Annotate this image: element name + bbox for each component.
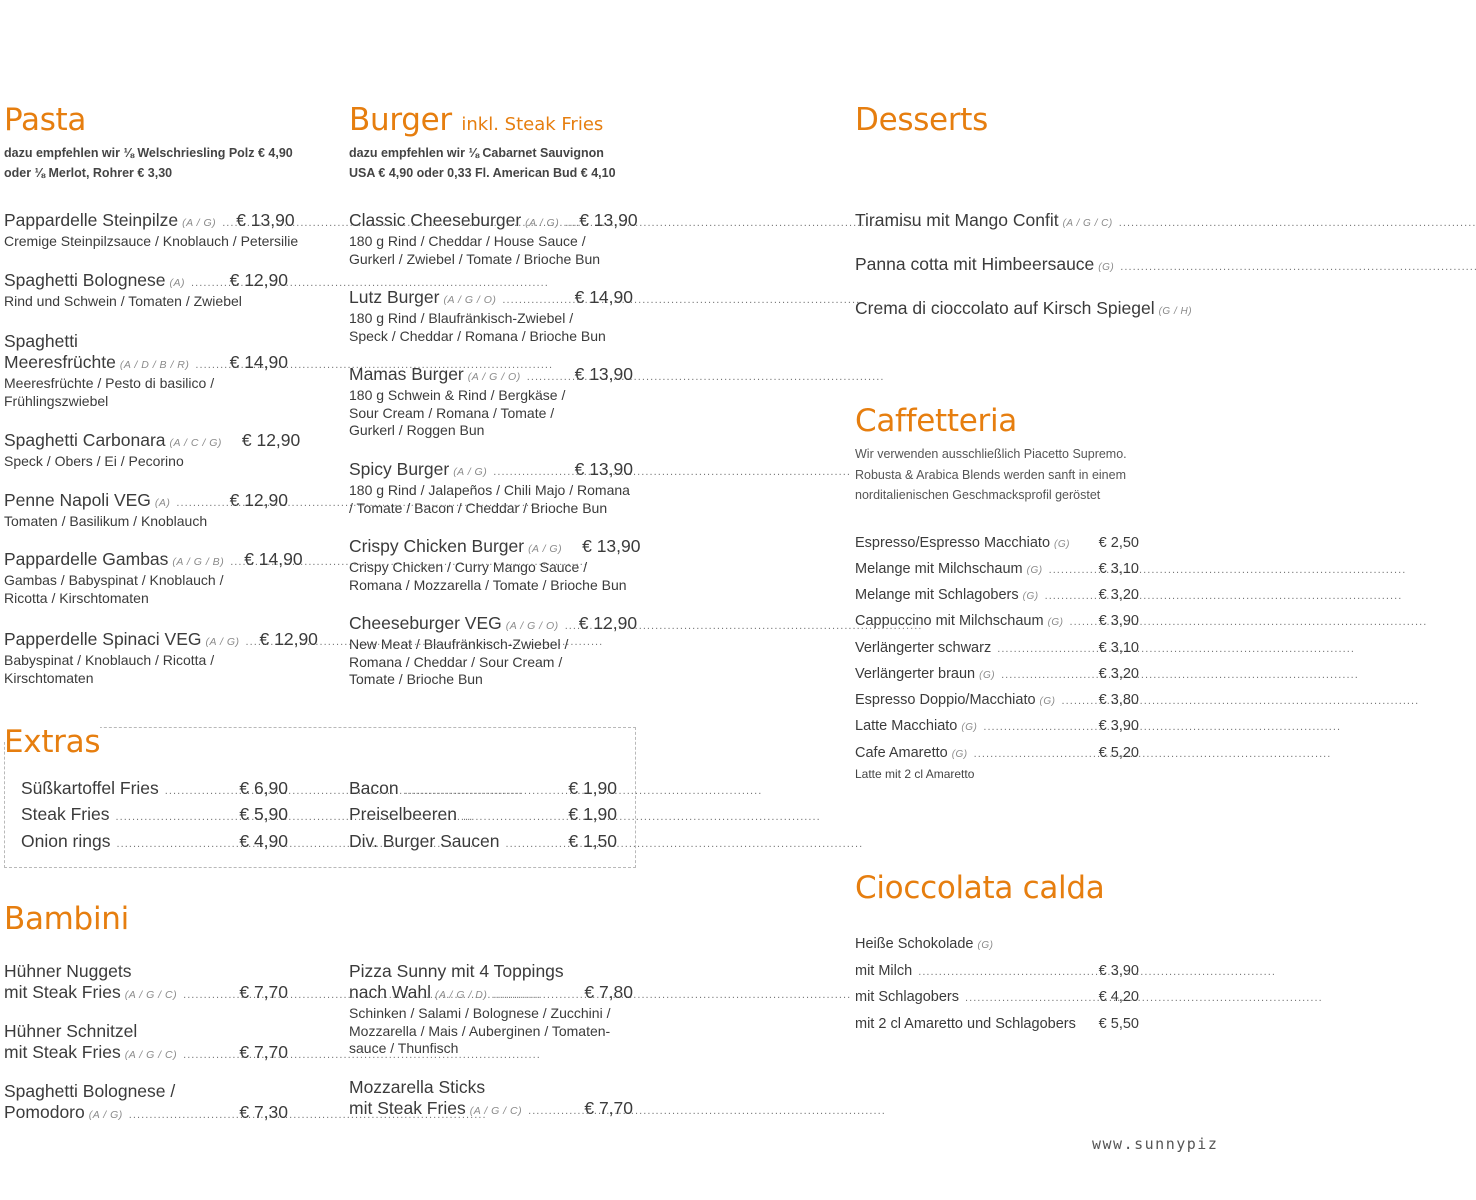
item-name: Latte Macchiato [855, 718, 958, 734]
item-description: Mozzarella / Mais / Auberginen / Tomaten- [349, 1022, 611, 1039]
item-name: Spaghetti Bolognese [4, 270, 166, 290]
item-description: Gurkerl / Zwiebel / Tomate / Brioche Bun [349, 250, 601, 267]
allergen-codes: (G) [1047, 617, 1064, 628]
coffee-item [855, 718, 1139, 734]
leader-dots [246, 636, 254, 648]
allergen-codes: (A / G / D) [435, 989, 488, 1001]
menu-item [4, 270, 288, 311]
item-description: Babyspinat / Knoblauch / Ricotta / [4, 652, 215, 668]
leader-dots [183, 1049, 233, 1061]
leader-dots [974, 748, 1093, 760]
allergen-codes: (G / H) [1158, 306, 1193, 317]
allergen-codes: (A / G / C) [469, 1105, 523, 1117]
item-price: € 12,90 [229, 490, 288, 510]
menu-item [4, 430, 301, 471]
item-price: € 13,90 [582, 536, 641, 556]
intro-line: norditalienischen Geschmacksprofil geröstet [855, 488, 1101, 502]
item-name: Div. Burger Saucen [349, 831, 500, 851]
item-description: New Meat / Blaufränkisch-Zwiebel / [349, 636, 569, 652]
caffetteria-intro [855, 444, 1127, 506]
item-name: Bacon [349, 778, 399, 798]
item-description: sauce / Thunfisch [349, 1040, 459, 1056]
item-description: Schinken / Salami / Bolognese / Zucchini / [349, 1005, 611, 1021]
allergen-codes: (A / G / C) [124, 1049, 178, 1061]
item-name: Cheeseburger VEG [349, 613, 502, 633]
item-price: € 14,90 [574, 287, 633, 307]
item-name-line: Spaghetti [4, 331, 78, 351]
cioccolata-item [855, 1016, 1139, 1032]
item-price: € 12,90 [241, 430, 301, 450]
leader-dots [191, 277, 224, 289]
item-name: Spicy Burger [349, 459, 450, 479]
allergen-codes: (G) [1026, 565, 1043, 576]
burger-subtitle: inkl. Steak Fries [461, 114, 604, 135]
leader-dots [1049, 564, 1093, 576]
item-name: Melange mit Schlagobers [855, 587, 1019, 603]
item-price: € 4,90 [239, 831, 288, 851]
menu-item [349, 287, 633, 345]
leader-dots [1001, 669, 1093, 681]
item-description: / Tomate / Bacon / Cheddar / Brioche Bun [349, 499, 608, 516]
burger-heading [349, 100, 603, 145]
leader-dots [493, 466, 568, 478]
item-description: Ricotta / Kirschtomaten [4, 589, 149, 606]
item-description: Cremige Steinpilzsauce / Knoblauch / Petersilie [4, 233, 299, 249]
pasta-heading: Pasta [4, 102, 87, 138]
allergen-codes: (A / G) [88, 1109, 123, 1121]
dessert-item [855, 298, 1200, 319]
extras-item [21, 831, 288, 852]
item-name: Pomodoro [4, 1102, 85, 1122]
leader-dots [230, 556, 238, 568]
allergen-codes: (G) [1054, 539, 1070, 550]
item-name: Crispy Chicken Burger [349, 536, 525, 556]
leader-dots [405, 785, 563, 797]
leader-dots [129, 1109, 234, 1121]
allergen-codes: (A / G) [182, 217, 217, 229]
leader-dots [195, 359, 223, 371]
item-name: Verlängerter schwarz [855, 640, 992, 656]
leader-dots [1070, 616, 1093, 628]
amaretto-note: Latte mit 2 cl Amaretto [855, 767, 975, 781]
item-description: Gurkerl / Roggen Bun [349, 422, 485, 438]
item-name: mit Milch [855, 963, 913, 979]
item-name: Penne Napoli VEG [4, 490, 151, 510]
leader-dots [983, 721, 1092, 733]
allergen-codes: (G) [961, 722, 978, 733]
item-name: Tiramisu mit Mango Confit [855, 210, 1059, 230]
intro-line: Robusta & Arabica Blends werden sanft in einem [855, 467, 1126, 482]
item-description: 180 g Rind / Jalapeños / Chili Majo / Romana [349, 482, 630, 498]
menu-item [4, 210, 299, 251]
coffee-item [855, 535, 1139, 551]
item-name: Espresso Doppio/Macchiato [855, 692, 1036, 708]
allergen-codes: (A) [154, 497, 171, 509]
item-price: € 4,20 [1098, 989, 1139, 1005]
item-price: € 3,20 [1098, 587, 1139, 603]
item-name: nach Wahl [349, 982, 432, 1002]
allergen-codes: (A / G / O) [443, 294, 497, 306]
leader-dots [117, 838, 234, 850]
allergen-codes: (G) [1098, 262, 1115, 273]
extras-item [21, 804, 288, 825]
item-description: Kirschtomaten [4, 669, 94, 686]
dessert-item [855, 210, 1200, 231]
leader-dots [176, 497, 223, 509]
item-price: € 5,90 [239, 804, 288, 824]
item-price: € 14,90 [229, 352, 288, 372]
item-name: Süßkartoffel Fries [21, 778, 159, 798]
leader-dots [965, 992, 1093, 1004]
item-price: € 13,90 [236, 210, 295, 230]
item-price: € 7,80 [584, 982, 633, 1002]
item-name: Heiße Schokolade [855, 936, 974, 952]
leader-dots [918, 966, 1092, 978]
intro-line: Wir verwenden ausschließlich Piacetto Supremo. [855, 447, 1127, 461]
burger-note-line: USA € 4,90 oder 0,33 Fl. American Bud € 4,10 [349, 166, 616, 180]
extras-item [21, 778, 288, 799]
menu-item [4, 1080, 288, 1123]
leader-dots [1120, 261, 1200, 273]
allergen-codes: (A / G / B) [172, 556, 225, 568]
allergen-codes: (A / G) [205, 636, 240, 648]
item-name: Steak Fries [21, 804, 110, 824]
leader-dots [1119, 217, 1200, 229]
item-description: Romana / Cheddar / Sour Cream / [349, 653, 563, 670]
menu-item [349, 960, 633, 1058]
extras-heading: Extras [4, 724, 101, 760]
burger-wine-note [349, 143, 616, 183]
item-name: mit Steak Fries [349, 1098, 466, 1118]
leader-dots [463, 811, 562, 823]
item-name: Papperdelle Spinaci VEG [4, 629, 202, 649]
item-price: € 12,90 [259, 629, 318, 649]
menu-item [4, 490, 288, 531]
item-name: mit 2 cl Amaretto und Schlagobers [855, 1016, 1076, 1032]
allergen-codes: (A / G) [528, 543, 563, 555]
leader-dots [527, 371, 569, 383]
menu-item [349, 536, 641, 594]
leader-dots [997, 643, 1092, 655]
item-price: € 12,90 [229, 270, 288, 290]
extras-item [349, 804, 617, 825]
item-name-line: Spaghetti Bolognese / [4, 1081, 176, 1101]
item-name: Melange mit Milchschaum [855, 561, 1023, 577]
allergen-codes: (A / G / C) [1062, 218, 1113, 229]
item-name-line: Pizza Sunny mit 4 Toppings [349, 961, 564, 981]
allergen-codes: (A / D / B / R) [119, 359, 190, 371]
leader-dots [565, 217, 573, 229]
item-price: € 3,90 [1098, 963, 1139, 979]
item-name: Onion rings [21, 831, 111, 851]
item-name: mit Steak Fries [4, 982, 121, 1002]
item-name: mit Steak Fries [4, 1042, 121, 1062]
caffetteria-heading: Caffetteria [855, 403, 1017, 439]
leader-dots [502, 294, 568, 306]
allergen-codes: (A) [169, 277, 186, 289]
allergen-codes: (G) [951, 749, 968, 760]
coffee-item [855, 745, 1139, 761]
item-description: Sour Cream / Romana / Tomate / [349, 404, 555, 421]
item-price: € 3,10 [1098, 640, 1139, 656]
item-price: € 7,30 [239, 1102, 288, 1122]
leader-dots [528, 1105, 578, 1117]
item-name: Cappuccino mit Milchschaum [855, 613, 1044, 629]
item-description: Meeresfrüchte / Pesto di basilico / [4, 375, 215, 391]
item-price: € 3,10 [1098, 561, 1139, 577]
item-name: Lutz Burger [349, 287, 440, 307]
website-link[interactable]: www.sunnypiz [1092, 1135, 1219, 1153]
allergen-codes: (A / G / O) [467, 371, 521, 383]
coffee-item [855, 666, 1139, 682]
allergen-codes: (G) [1039, 696, 1056, 707]
bambini-heading: Bambini [4, 901, 129, 937]
item-description: 180 g Schwein & Rind / Bergkäse / [349, 387, 566, 403]
item-price: € 13,90 [579, 210, 638, 230]
allergen-codes: (G) [977, 940, 994, 951]
allergen-codes: (A / C / G) [169, 437, 222, 449]
allergen-codes: (A / G / O) [505, 620, 559, 632]
coffee-item [855, 613, 1139, 629]
leader-dots [1062, 695, 1093, 707]
item-price: € 2,50 [1098, 535, 1139, 551]
leader-dots [222, 217, 230, 229]
dessert-item [855, 254, 1200, 275]
item-name: Pappardelle Steinpilze [4, 210, 179, 230]
item-description: Speck / Cheddar / Romana / Brioche Bun [349, 327, 606, 344]
extras-item [349, 831, 617, 852]
menu-item [4, 629, 318, 687]
menu-item [349, 364, 633, 440]
menu-item [349, 613, 638, 689]
item-price: € 7,70 [239, 1042, 288, 1062]
item-description: 180 g Rind / Cheddar / House Sauce / [349, 233, 586, 249]
menu-item [4, 330, 288, 410]
item-description: Frühlingszwiebel [4, 392, 109, 409]
item-name: Espresso/Espresso Macchiato [855, 535, 1051, 551]
item-description: Romana / Mozzarella / Tomate / Brioche Bun [349, 576, 627, 593]
allergen-codes: (G) [979, 670, 996, 681]
extras-item [349, 778, 617, 799]
item-price: € 1,90 [568, 804, 617, 824]
item-price: € 7,70 [239, 982, 288, 1002]
item-name: Verlängerter braun [855, 666, 976, 682]
item-description: Crispy Chicken / Curry Mango Sauce / [349, 559, 588, 575]
item-description: 180 g Rind / Blaufränkisch-Zwiebel / [349, 310, 574, 326]
allergen-codes: (A / G) [453, 466, 488, 478]
item-description: Gambas / Babyspinat / Knoblauch / [4, 572, 224, 588]
menu-item [4, 549, 303, 607]
item-price: € 6,90 [239, 778, 288, 798]
menu-item [4, 960, 288, 1003]
cioccolata-header [855, 936, 993, 952]
leader-dots [505, 838, 562, 850]
item-price: € 12,90 [578, 613, 638, 633]
item-name: Pappardelle Gambas [4, 549, 169, 569]
burger-title: Burger [349, 102, 452, 138]
coffee-item [855, 640, 1139, 656]
item-name-line: Mozzarella Sticks [349, 1077, 486, 1097]
item-price: € 1,90 [568, 778, 617, 798]
coffee-item [855, 692, 1139, 708]
pasta-note-line: dazu empfehlen wir ⅛ Welschriesling Polz € 4,90 [4, 146, 293, 160]
item-price: € 14,90 [244, 549, 303, 569]
pasta-wine-note [4, 143, 293, 183]
cioccolata-item [855, 963, 1139, 979]
burger-note-line: dazu empfehlen wir ⅛ Cabarnet Sauvignon [349, 146, 604, 160]
item-name: Spaghetti Carbonara [4, 430, 166, 450]
menu-item [4, 1020, 288, 1063]
item-price: € 1,50 [568, 831, 617, 851]
item-name: Crema di cioccolato auf Kirsch Spiegel [855, 298, 1155, 318]
item-price: € 5,50 [1098, 1016, 1139, 1032]
leader-dots [165, 785, 234, 797]
item-price: € 5,20 [1098, 745, 1139, 761]
item-name-line: Hühner Schnitzel [4, 1021, 138, 1041]
item-price: € 13,90 [574, 364, 633, 384]
item-price: € 3,90 [1098, 718, 1139, 734]
coffee-item [855, 587, 1139, 603]
leader-dots [183, 989, 233, 1001]
leader-dots [565, 620, 573, 632]
cioccolata-heading: Cioccolata calda [855, 870, 1105, 906]
allergen-codes: (G) [1022, 591, 1039, 602]
leader-dots [493, 989, 578, 1001]
item-name-line: Hühner Nuggets [4, 961, 132, 981]
desserts-heading: Desserts [855, 102, 988, 138]
menu-item [349, 1076, 633, 1119]
item-price: € 3,90 [1098, 613, 1139, 629]
pasta-note-line: oder ⅛ Merlot, Rohrer € 3,30 [4, 166, 173, 180]
item-name: Mamas Burger [349, 364, 464, 384]
cioccolata-item [855, 989, 1139, 1005]
item-description: Rind und Schwein / Tomaten / Zwiebel [4, 293, 242, 309]
coffee-item [855, 561, 1139, 577]
item-description: Tomaten / Basilikum / Knoblauch [4, 513, 208, 529]
item-description: Tomate / Brioche Bun [349, 671, 483, 687]
item-name: Cafe Amaretto [855, 745, 948, 761]
menu-item [349, 459, 633, 517]
item-name: Meeresfrüchte [4, 352, 116, 372]
item-name: mit Schlagobers [855, 989, 959, 1005]
item-name: Panna cotta mit Himbeersauce [855, 254, 1095, 274]
allergen-codes: (A / G) [525, 217, 560, 229]
item-price: € 3,80 [1098, 692, 1139, 708]
item-price: € 3,20 [1098, 666, 1139, 682]
allergen-codes: (A / G / C) [124, 989, 178, 1001]
item-description: Speck / Obers / Ei / Pecorino [4, 453, 184, 469]
item-price: € 7,70 [584, 1098, 633, 1118]
item-price: € 13,90 [574, 459, 633, 479]
leader-dots [116, 811, 234, 823]
leader-dots [1045, 590, 1093, 602]
item-name: Preiselbeeren [349, 804, 457, 824]
menu-item [349, 210, 638, 268]
item-name: Classic Cheeseburger [349, 210, 522, 230]
